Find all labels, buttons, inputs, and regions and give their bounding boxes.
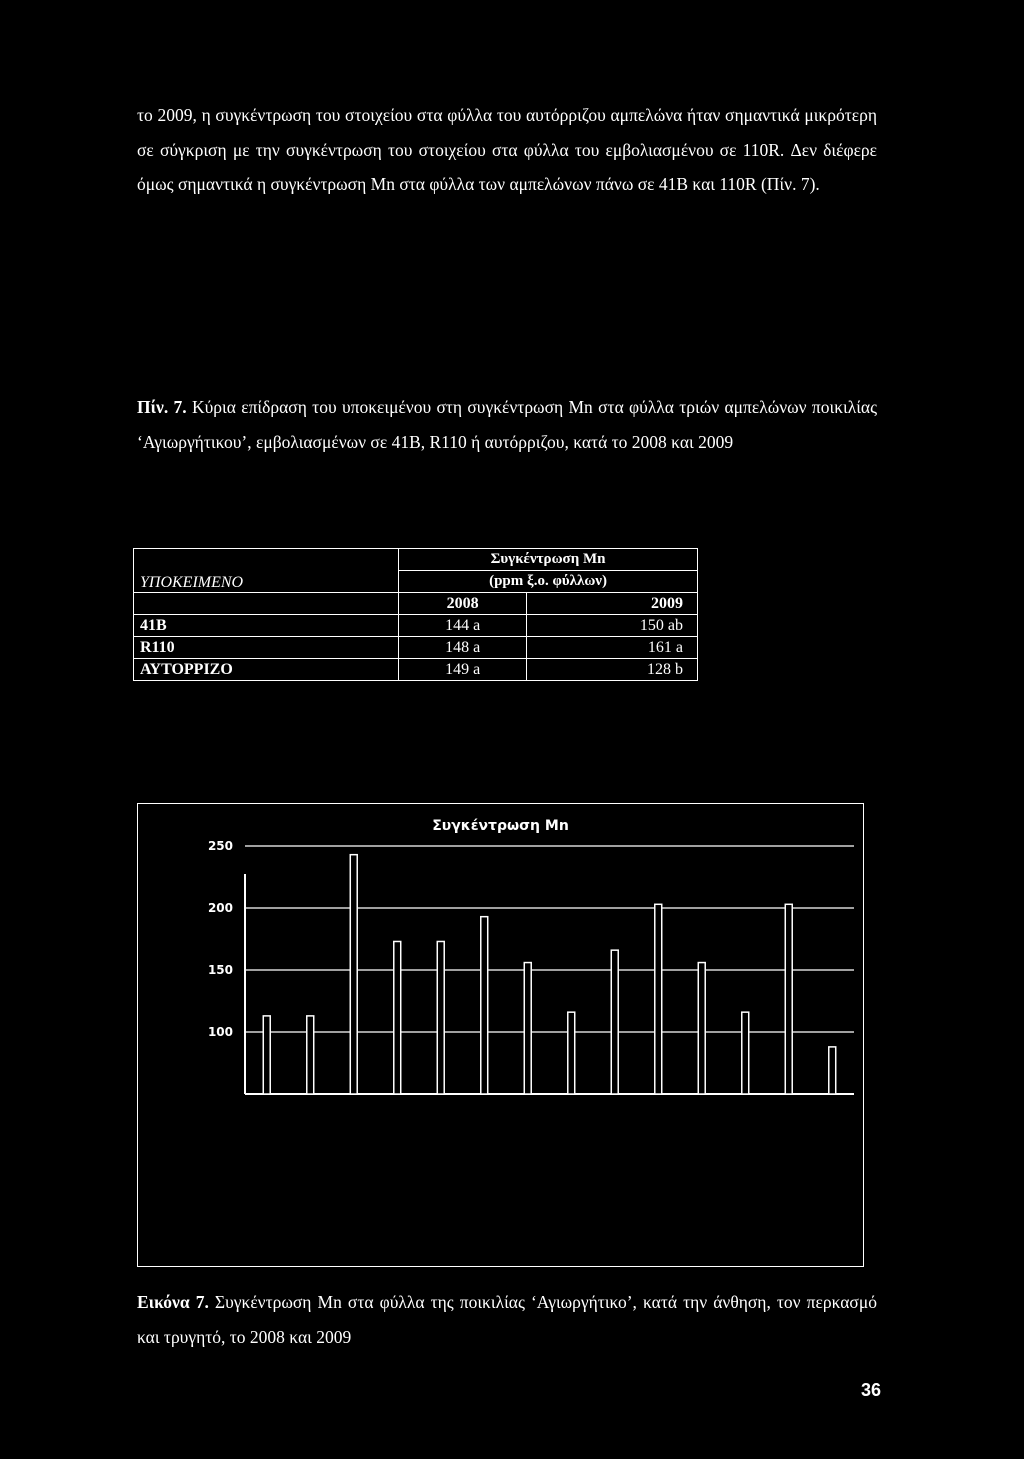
bar (437, 941, 444, 1094)
table-row (134, 637, 698, 659)
bar (829, 1047, 836, 1094)
bar (524, 963, 531, 1094)
value-2009: 161 a (527, 637, 698, 659)
bar (742, 1012, 749, 1094)
page-number: 36 (860, 1380, 881, 1400)
value-2009: 128 b (527, 659, 698, 681)
table-row (134, 659, 698, 681)
table-year-row (134, 593, 698, 615)
y-tick-label: 150 (207, 963, 233, 977)
year-2009-header: 2009 (527, 593, 698, 615)
value-2008: 149 a (399, 659, 527, 681)
mn-table (133, 548, 698, 681)
chart-frame (137, 803, 864, 1267)
empty-cell (134, 593, 399, 615)
figure-caption-label: Εικόνα 7. (137, 1292, 209, 1312)
year-2008-header: 2008 (399, 593, 527, 615)
y-tick-label: 250 (207, 839, 233, 853)
body-paragraph: το 2009, η συγκέντρωση του στοιχείου στα φύλλα του αυτόρριζου αμπελώνα ήταν σημαντικά μικρότερη σε σύγκριση με την συγκέντρωση του στοιχείου στα φύλλα του εμβολιασμένου σε 110R. Δεν διέφερε όμως σημαντικά η συγκέντρωση Mn στα φύλλα των αμπελώνων πάνω σε 41B και 110R (Πίν. 7). (137, 105, 877, 194)
row-label: 41B (134, 615, 399, 637)
value-2008: 144 a (399, 615, 527, 637)
bar (307, 1016, 314, 1094)
bar (698, 963, 705, 1094)
y-tick-label: 200 (207, 901, 233, 915)
chart-title: Συγκέντρωση Mn (432, 818, 569, 834)
concentration-header: Συγκέντρωση Mn (399, 549, 698, 571)
bar (350, 855, 357, 1094)
bar (655, 904, 662, 1094)
bar (611, 950, 618, 1094)
table-caption-text: Κύρια επίδραση του υποκειμένου στη συγκέντρωση Mn στα φύλλα τριών αμπελώνων ποικιλίας ‘Αγιωργήτικου’, εμβολιασμένων σε 41B, R110 ή αυτόρριζου, κατά το 2008 και 2009 (137, 397, 878, 452)
value-2008: 148 a (399, 637, 527, 659)
subject-header: ΥΠΟΚΕΙΜΕΝΟ (134, 549, 399, 593)
figure-caption-text: Συγκέντρωση Mn στα φύλλα της ποικιλίας ‘Αγιωργήτικο’, κατά την άνθηση, τον περκασμό και τρυγητό, το 2008 και 2009 (137, 1292, 877, 1347)
table-row (134, 615, 698, 637)
mn-chart (138, 804, 862, 1265)
table-caption (137, 390, 877, 459)
row-label: ΑΥΤΟΡΡΙΖΟ (134, 659, 399, 681)
table-caption-label: Πίν. 7. (137, 397, 187, 417)
unit-header: (ppm ξ.ο. φύλλων) (399, 571, 698, 593)
y-tick-label: 100 (207, 1025, 233, 1039)
value-2009: 150 ab (527, 615, 698, 637)
bar (785, 904, 792, 1094)
table-header-row (134, 549, 698, 571)
figure-caption (137, 1285, 877, 1354)
bar (263, 1016, 270, 1094)
bar (394, 941, 401, 1094)
bar (481, 917, 488, 1094)
bar (568, 1012, 575, 1094)
row-label: R110 (134, 637, 399, 659)
